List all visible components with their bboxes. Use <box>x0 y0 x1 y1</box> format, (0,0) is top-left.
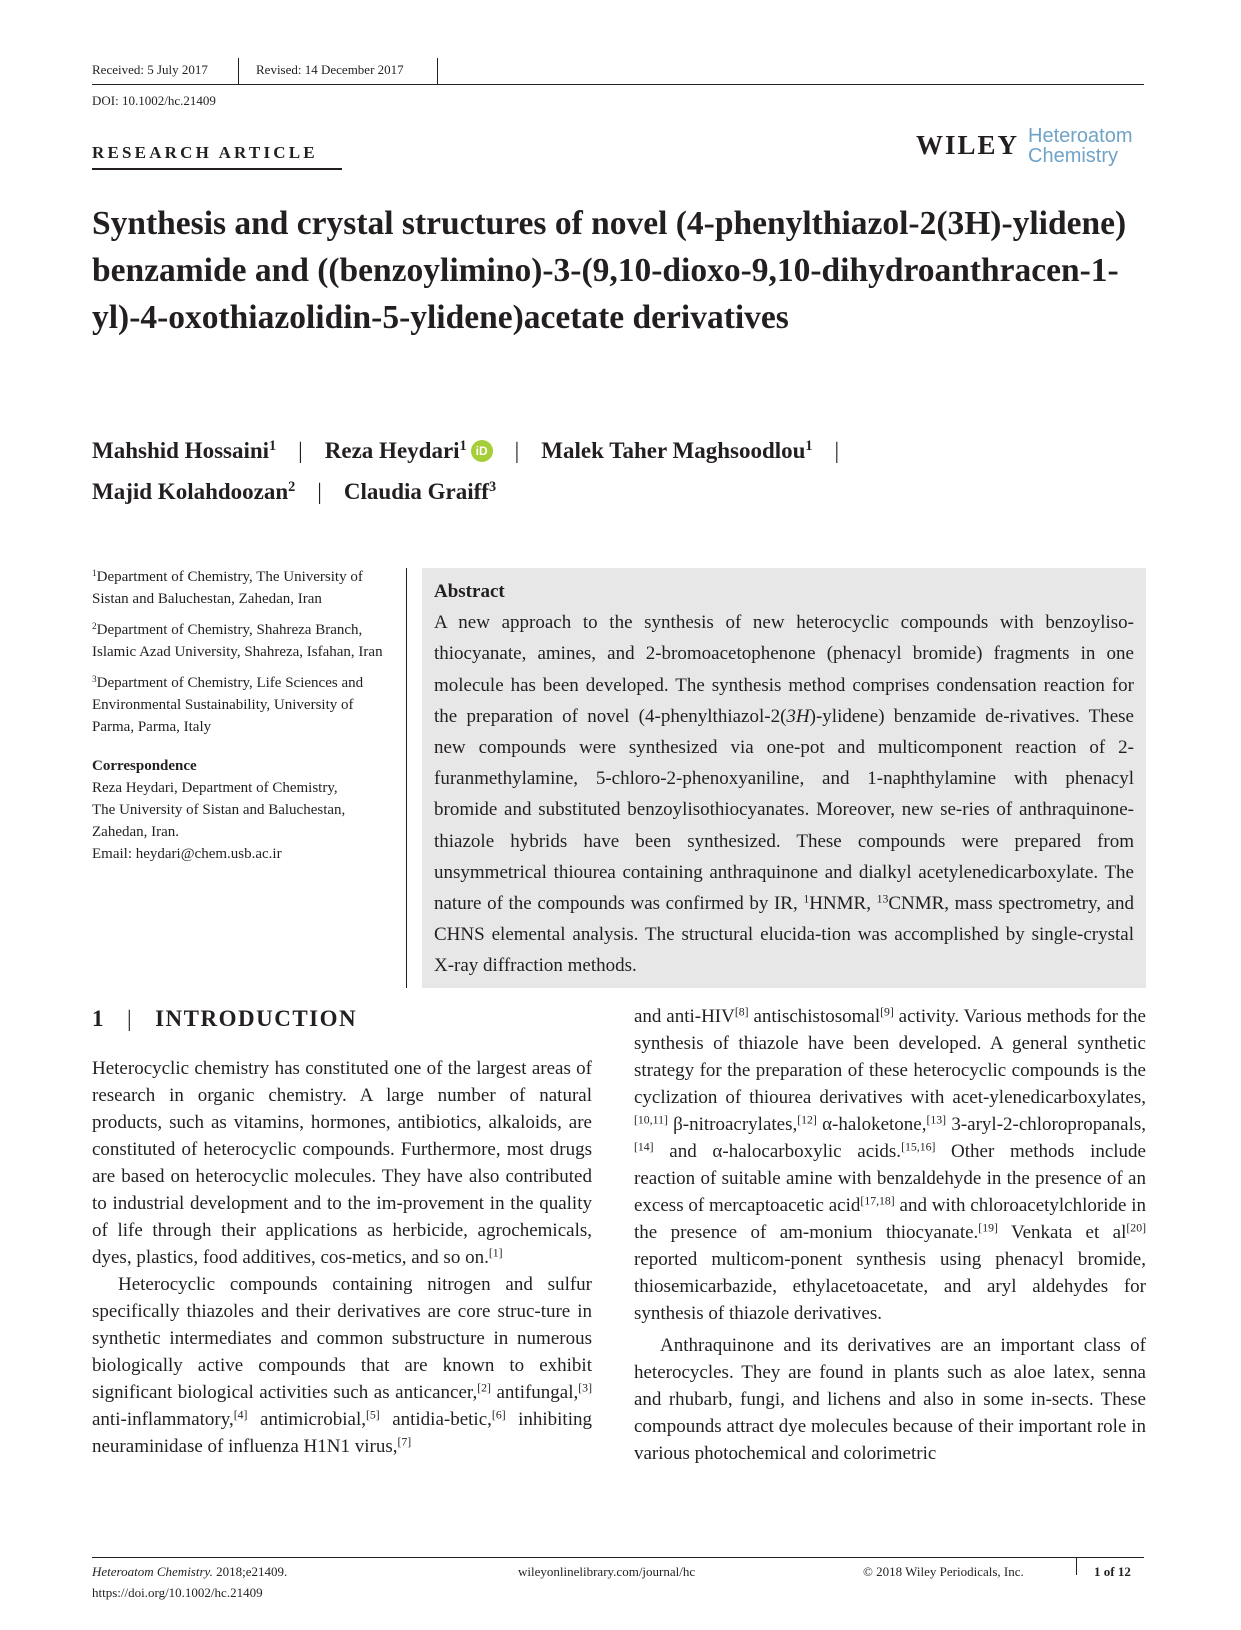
received-date: Received: 5 July 2017 <box>92 62 208 77</box>
citation[interactable]: [6] <box>491 1408 506 1422</box>
correspondence-line: Reza Heydari, Department of Chemistry, <box>92 780 338 796</box>
wiley-logo: WILEY <box>916 130 1020 160</box>
section-label: RESEARCH ARTICLE <box>92 143 318 162</box>
section-separator: | <box>127 1006 134 1031</box>
author-affiliation-mark: 2 <box>288 479 296 496</box>
citation[interactable]: [8] <box>734 1005 749 1019</box>
author-line-2 <box>92 479 496 505</box>
section-heading <box>92 1006 357 1032</box>
correspondence-heading: Correspondence <box>92 758 197 774</box>
citation[interactable]: [5] <box>366 1408 380 1422</box>
right-column <box>634 1003 1146 1467</box>
citation[interactable]: [15,16] <box>901 1140 936 1154</box>
paragraph: Anthraquinone and its derivatives are an important class of heterocycles. They are found in plants such as aloe latex, senna and rhubarb, fungi, and lichens and also in some in-sects. These compounds attract dye molecules because of their important role in various photochemical and colorimetric <box>634 1335 1146 1464</box>
journal-logo-line2: Chemistry <box>1028 145 1119 167</box>
correspondence-line: The University of Sistan and Baluchestan, <box>92 802 346 818</box>
author-name: Mahshid Hossaini <box>92 438 270 463</box>
author-name: Majid Kolahdoozan <box>92 479 289 504</box>
footer-divider <box>1076 1557 1077 1575</box>
paragraph: Heterocyclic compounds containing nitrogen and sulfur specifically thiazoles and their derivatives are core struc-ture in synthetic intermediates and common substructure in numerous biologically active compounds that are known to exhibit significant biological activities such as anticancer,[2] antifungal,[3] anti-inflammatory,[4] antimicrobial,[5] antidia-betic,[6] inhibiting neuraminidase of influenza H1N1 virus,[7] <box>92 1274 592 1457</box>
citation[interactable]: [14] <box>634 1140 654 1154</box>
abstract-rule <box>406 568 407 988</box>
author-name: Reza Heydari <box>324 438 460 463</box>
abstract <box>434 576 1134 982</box>
author-separator: | <box>834 438 840 463</box>
author-separator: | <box>514 438 520 463</box>
affiliation <box>92 619 392 663</box>
section-number: 1 <box>92 1006 105 1031</box>
author-name: Malek Taher Maghsoodlou <box>541 438 806 463</box>
footer-website-link[interactable]: wileyonlinelibrary.com/journal/hc <box>518 1564 696 1579</box>
affiliation-number: 3 <box>92 674 97 685</box>
abstract-body: A new approach to the synthesis of new heterocyclic compounds with benzoyliso-thiocyanate, amines, and 2-bromoacetophenone (phenacyl bromide) fragments in one molecule has been developed. The synthesis method comprises condensation reaction for the preparation of novel (4-phenylthiazol-2(3H)-ylidene) benzamide de-rivatives. These new compounds were synthesized via one-pot and multicomponent reaction of 2-furanmethylamine, 5-chloro-2-phenoxyaniline, and 1-naphthylamine with phenacyl bromide and substituted benzoylisothiocyanates. Moreover, new se-ries of anthraquinone-thiazole hybrids have been synthesized. These compounds were prepared from unsymmetrical thiourea containing anthraquinone and dialkyl acetylenedicarboxylate. The nature of the compounds was confirmed by IR, $^1$HNMR, $^{13}$CNMR, mass spectrometry, and CHNS elemental analysis. The structural elucida-tion was accomplished by single-crystal X-ray diffraction methods. <box>434 612 1134 977</box>
abstract-heading: Abstract <box>434 581 505 602</box>
footer-copyright: © 2018 Wiley Periodicals, Inc. <box>863 1564 1024 1579</box>
citation[interactable]: [4] <box>233 1408 248 1422</box>
affiliation-text: Department of Chemistry, Shahreza Branch, Islamic Azad University, Shahreza, Isfahan, Iran <box>92 622 383 660</box>
author-affiliation-mark: 1 <box>459 438 467 455</box>
header-divider <box>437 58 438 84</box>
author-line-1 <box>92 438 861 464</box>
journal-logo-line1: Heteroatom <box>1028 125 1133 147</box>
affiliations <box>92 566 392 865</box>
header-divider <box>238 58 239 84</box>
correspondence-line: Zahedan, Iran. <box>92 824 180 840</box>
author-affiliation-mark: 3 <box>488 479 497 496</box>
author-separator: | <box>317 479 322 504</box>
affiliation-number: 2 <box>92 621 97 632</box>
affiliation <box>92 566 392 610</box>
author-affiliation-mark: 1 <box>269 438 277 455</box>
orcid-icon[interactable]: iD <box>471 440 493 462</box>
citation[interactable]: [17,18] <box>860 1194 895 1208</box>
citation[interactable]: [20] <box>1126 1221 1146 1235</box>
journal-logo <box>1028 126 1133 166</box>
citation[interactable]: [3] <box>578 1381 592 1395</box>
header-rule <box>92 84 1144 85</box>
paragraph: Heterocyclic chemistry has constituted one of the largest areas of research in organic chemistry. A large number of natural products, such as vitamins, hormones, antibiotics, alkaloids, are constituted of heterocyclic compounds. Furthermore, most drugs are based on heterocyclic molecules. They have also contributed to industrial development and to the im-provement in the quality of life through their applications as herbicide, agrochemicals, dyes, plastics, food additives, cos-metics, and so on.[1] <box>92 1058 592 1268</box>
citation[interactable]: [2] <box>477 1381 491 1395</box>
author-affiliation-mark: 1 <box>805 438 813 455</box>
section-underline <box>92 168 342 170</box>
citation[interactable]: [10,11] <box>634 1113 668 1127</box>
citation[interactable]: [13] <box>926 1113 947 1127</box>
affiliation-text: Department of Chemistry, Life Sciences and Environmental Sustainability, University of Parma, Parma, Italy <box>92 675 364 735</box>
citation[interactable]: [12] <box>797 1113 817 1127</box>
citation[interactable]: [1] <box>488 1246 503 1260</box>
article-title: Synthesis and crystal structures of novel (4-phenylthiazol-2(3H)-ylidene) benzamide and ((benzoylimino)-3-(9,10-dioxo-9,10-dihydroanthracen-1-yl)-4-oxothiazolidin-5-ylidene)acetate derivatives <box>92 205 1127 336</box>
section-title: INTRODUCTION <box>155 1006 358 1031</box>
citation[interactable]: [7] <box>397 1435 412 1449</box>
affiliation-number: 1 <box>92 568 97 579</box>
paragraph: and anti-HIV[8] antischistosomal[9] activity. Various methods for the synthesis of thiazole have been developed. A general synthetic strategy for the preparation of these heterocyclic compounds is the cyclization of thiourea derivatives with acet-ylenedicarboxylates,[10,11] β-nitroacrylates,[12] α-haloketone,[13] 3-aryl-2-chloropropanals,[14] and α-halocarboxylic acids.[15,16] Other methods include reaction of suitable amine with benzaldehyde in the presence of an excess of mercaptoacetic acid[17,18] and with chloroacetylchloride in the presence of am-monium thiocyanate.[19] Venkata et al[20] reported multicom-ponent synthesis using phenacyl bromide, thiosemicarbazide, ethylacetoacetate, and aryl aldehydes for synthesis of thiazole derivatives. <box>634 1005 1146 1324</box>
doi: DOI: 10.1002/hc.21409 <box>92 93 216 108</box>
footer-rule <box>92 1557 1144 1558</box>
affiliation-text: Department of Chemistry, The University of Sistan and Baluchestan, Zahedan, Iran <box>92 569 363 607</box>
citation[interactable]: [19] <box>978 1221 998 1235</box>
left-column <box>92 1055 592 1460</box>
author-name: Claudia Graiff <box>343 479 489 504</box>
page-number: 1 of 12 <box>1094 1564 1131 1579</box>
correspondence-email[interactable]: Email: heydari@chem.usb.ac.ir <box>92 846 282 862</box>
footer-doi-link[interactable]: https://doi.org/10.1002/hc.21409 <box>92 1585 263 1600</box>
footer-citation: Heteroatom Chemistry. 2018;e21409. <box>92 1564 288 1579</box>
affiliation <box>92 672 392 738</box>
revised-date: Revised: 14 December 2017 <box>256 62 404 77</box>
author-separator: | <box>298 438 303 463</box>
citation[interactable]: [9] <box>880 1005 894 1019</box>
